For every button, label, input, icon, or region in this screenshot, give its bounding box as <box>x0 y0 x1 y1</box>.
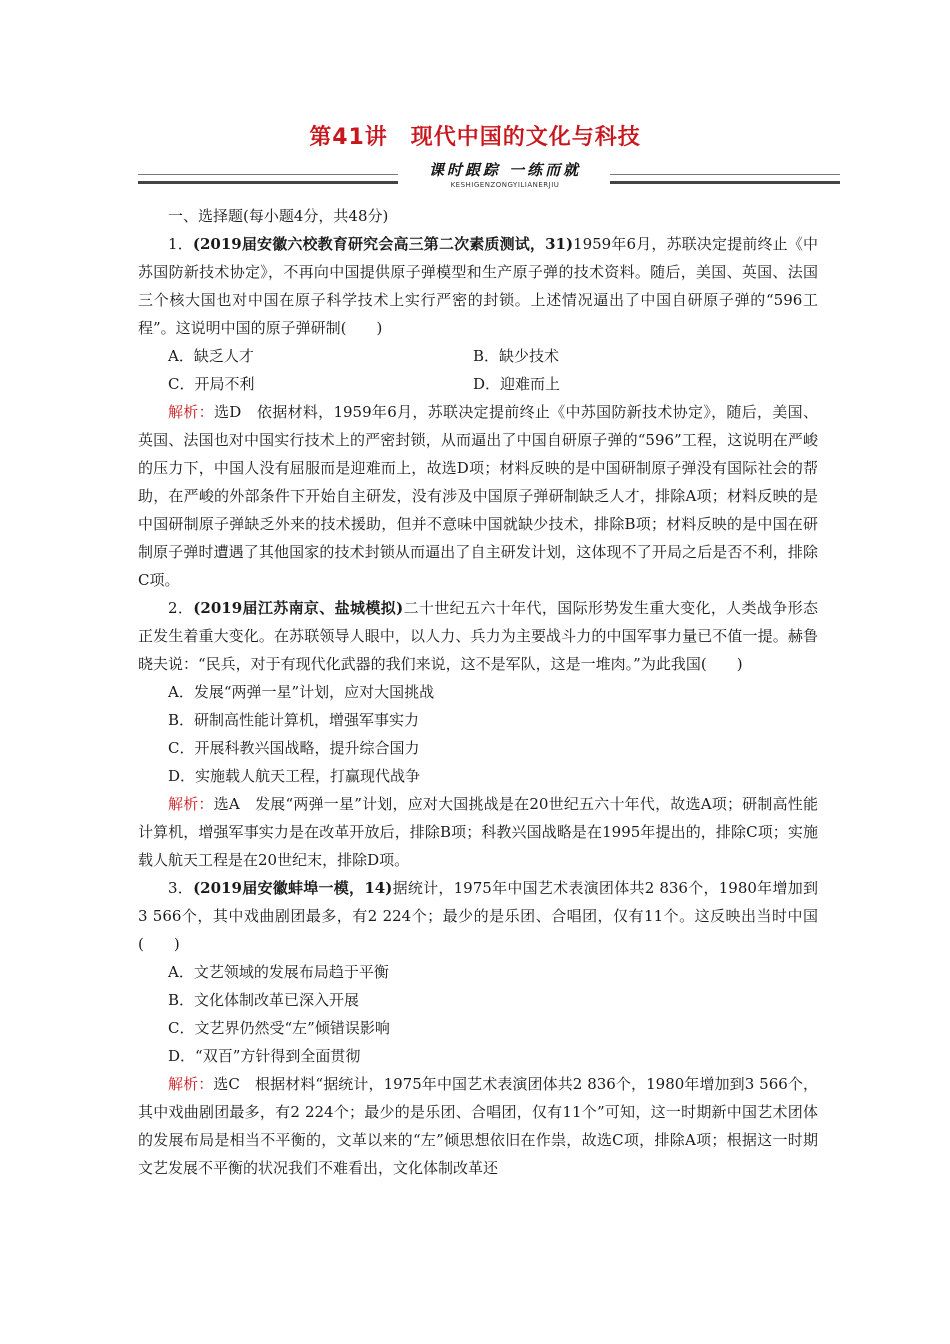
banner-pinyin: KESHIGENZONGYILIANERJIU <box>450 181 560 189</box>
question-stem <box>138 874 818 958</box>
question-text: 1959年6月，苏联决定提前终止《中苏国防新技术协定》，不再向中国提供原子弹模型和生产原子弹的技术资料。随后，美国、英国、法国三个核大国也对中国在原子科学技术上实行严密的封锁。上述情况逼出了中国自研原子弹的“596工程”。这说明中国的原子弹研制( ) <box>138 235 819 337</box>
question-number: 1． <box>168 235 193 253</box>
option-a: A．发展“两弹一星”计划，应对大国挑战 <box>168 683 435 701</box>
question-source: (2019届江苏南京、盐城模拟) <box>193 599 404 617</box>
option-row <box>138 370 818 398</box>
option-a: A．缺乏人才 <box>168 347 254 365</box>
option-d: D．“双百”方针得到全面贯彻 <box>168 1047 361 1065</box>
option-b: B．研制高性能计算机，增强军事实力 <box>168 711 420 729</box>
question-3 <box>138 874 818 1182</box>
option-d: D．迎难而上 <box>473 375 561 393</box>
banner-center <box>400 160 610 194</box>
question-stem <box>138 230 818 342</box>
analysis <box>138 790 818 874</box>
analysis-label: 解析： <box>168 1075 214 1093</box>
option-c: C．开展科教兴国战略，提升综合国力 <box>168 739 420 757</box>
question-text: 二十世纪五六十年代，国际形势发生重大变化，人类战争形态正发生着重大变化。在苏联领导人眼中，以人力、兵力为主要战斗力的中国军事力量已不值一提。赫鲁晓夫说：“民兵，对于有现代化武器的我们来说，这不是军队，这是一堆肉。”为此我国( ) <box>138 599 818 673</box>
option-b: B．文化体制改革已深入开展 <box>168 991 360 1009</box>
question-stem <box>138 594 818 678</box>
question-source: (2019届安徽蚌埠一模，14) <box>193 879 393 897</box>
analysis-label: 解析： <box>168 403 214 421</box>
analysis-text: 选C 根据材料“据统计，1975年中国艺术表演团体共2 836个，1980年增加到3 566个，其中戏曲剧团最多，有2 224个；最少的是乐团、合唱团，仅有11个”可知，这一时期新中国艺术团体的发展布局是相当不平衡的，文革以来的“左”倾思想依旧在作祟，故选C项，排除A项；根据这一时期文艺发展不平衡的状况我们不难看出，文化体制改革还 <box>138 1075 818 1177</box>
analysis-text: 选A 发展“两弹一星”计划，应对大国挑战是在20世纪五六十年代，故选A项；研制高性能计算机，增强军事实力是在改革开放后，排除B项；科教兴国战略是在1995年提出的，排除C项；实施载人航天工程是在20世纪末，排除D项。 <box>138 795 818 869</box>
question-2 <box>138 594 818 874</box>
question-source: (2019届安徽六校教育研究会高三第二次素质测试，31) <box>192 235 574 253</box>
question-number: 3． <box>168 879 194 897</box>
option-b: B．缺少技术 <box>473 347 560 365</box>
question-text: 据统计，1975年中国艺术表演团体共2 836个，1980年增加到3 566个，其中戏曲剧团最多，有2 224个；最少的是乐团、合唱团，仅有11个。这反映出当时中国( ) <box>138 879 818 953</box>
section-heading: 一、选择题(每小题4分，共48分) <box>168 207 389 225</box>
option-row <box>138 342 818 370</box>
option-a: A．文艺领域的发展布局趋于平衡 <box>168 963 389 981</box>
banner-label: 课时跟踪 一练而就 <box>428 161 582 179</box>
banner-rule-left <box>138 174 398 184</box>
analysis <box>138 398 818 594</box>
section-banner <box>138 160 840 194</box>
content-body <box>138 202 818 1182</box>
option-d: D．实施载人航天工程，打赢现代战争 <box>168 767 421 785</box>
analysis-text: 选D 依据材料，1959年6月，苏联决定提前终止《中苏国防新技术协定》，随后，美国、英国、法国也对中国实行技术上的严密封锁，从而逼出了中国自研原子弹的“596”工程，这说明在严峻的压力下，中国人没有屈服而是迎难而上，故选D项；材料反映的是中国研制原子弹没有国际社会的帮助，在严峻的外部条件下开始自主研发，没有涉及中国原子弹研制缺乏人才，排除A项；材料反映的是中国研制原子弹缺乏外来的技术援助，但并不意味中国就缺少技术，排除B项；材料反映的是中国在研制原子弹时遭遇了其他国家的技术封锁从而逼出了自主研发计划，这体现不了开局之后是否不利，排除C项。 <box>138 403 818 589</box>
analysis-label: 解析： <box>168 795 214 813</box>
option-c: C．开局不利 <box>168 375 255 393</box>
question-number: 2． <box>168 599 194 617</box>
analysis <box>138 1070 818 1182</box>
banner-rule-right <box>610 174 840 184</box>
question-1 <box>138 230 818 594</box>
lesson-title: 第41讲 现代中国的文化与科技 <box>309 125 641 150</box>
option-c: C．文艺界仍然受“左”倾错误影响 <box>168 1019 390 1037</box>
